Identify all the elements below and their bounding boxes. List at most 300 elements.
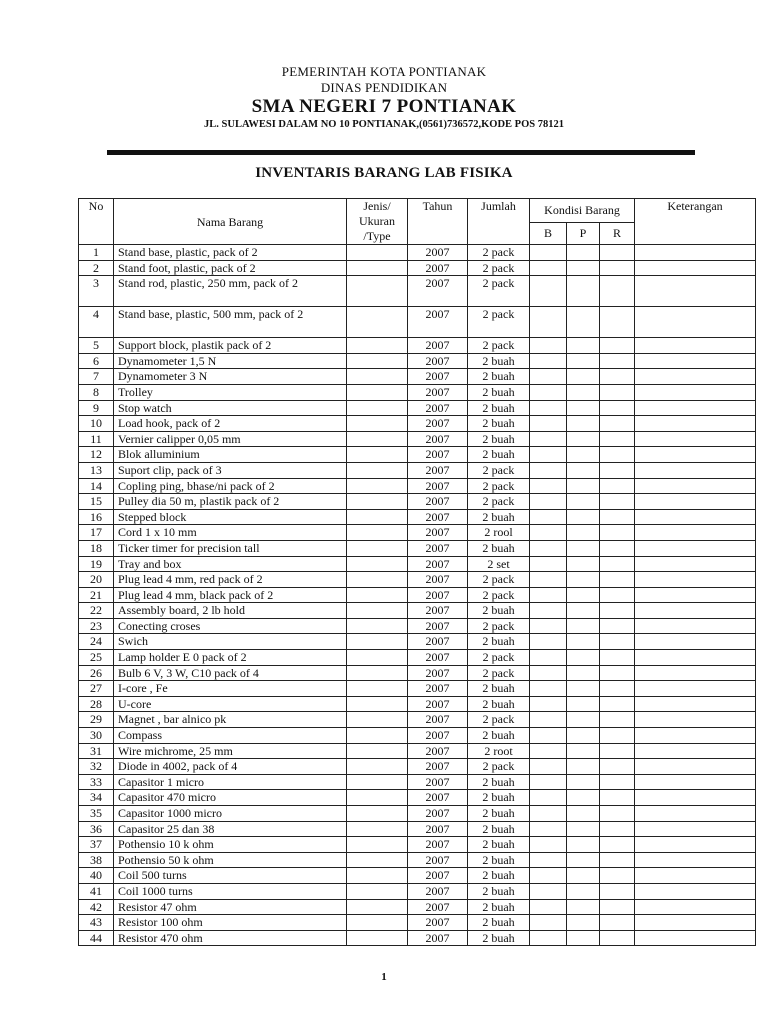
cell-kondisi-p [567, 728, 600, 744]
cell-kondisi-p [567, 431, 600, 447]
table-row [79, 728, 756, 744]
cell-tahun: 2007 [408, 525, 468, 541]
cell-kondisi-b [530, 572, 567, 588]
cell-kondisi-r [600, 650, 635, 666]
cell-kondisi-p [567, 338, 600, 354]
cell-kondisi-r [600, 696, 635, 712]
cell-kondisi-b [530, 743, 567, 759]
cell-jenis [347, 930, 408, 946]
table-row [79, 384, 756, 400]
cell-jumlah: 2 pack [468, 650, 530, 666]
cell-keterangan [635, 525, 756, 541]
cell-jumlah: 2 buah [468, 696, 530, 712]
cell-nama-barang: Stop watch [114, 400, 347, 416]
cell-nama-barang: Coil 500 turns [114, 868, 347, 884]
cell-kondisi-p [567, 556, 600, 572]
cell-kondisi-r [600, 899, 635, 915]
cell-tahun: 2007 [408, 837, 468, 853]
cell-jumlah: 2 buah [468, 384, 530, 400]
table-row [79, 525, 756, 541]
cell-jenis [347, 790, 408, 806]
cell-kondisi-b [530, 556, 567, 572]
cell-no: 17 [79, 525, 114, 541]
cell-jenis [347, 572, 408, 588]
cell-no: 34 [79, 790, 114, 806]
cell-nama-barang: Capasitor 1 micro [114, 774, 347, 790]
cell-tahun: 2007 [408, 806, 468, 822]
cell-nama-barang: Stepped block [114, 509, 347, 525]
cell-keterangan [635, 276, 756, 307]
cell-jumlah: 2 buah [468, 369, 530, 385]
table-row [79, 260, 756, 276]
cell-jumlah: 2 pack [468, 587, 530, 603]
cell-jumlah: 2 pack [468, 260, 530, 276]
cell-no: 21 [79, 587, 114, 603]
cell-no: 2 [79, 260, 114, 276]
table-row [79, 915, 756, 931]
cell-tahun: 2007 [408, 447, 468, 463]
cell-kondisi-r [600, 462, 635, 478]
cell-keterangan [635, 260, 756, 276]
cell-keterangan [635, 416, 756, 432]
cell-jenis [347, 540, 408, 556]
cell-kondisi-p [567, 837, 600, 853]
cell-no: 22 [79, 603, 114, 619]
cell-jenis [347, 774, 408, 790]
cell-jenis [347, 509, 408, 525]
cell-no: 18 [79, 540, 114, 556]
cell-jenis [347, 556, 408, 572]
cell-kondisi-b [530, 603, 567, 619]
table-row [79, 478, 756, 494]
cell-kondisi-p [567, 400, 600, 416]
table-row [79, 509, 756, 525]
cell-kondisi-r [600, 821, 635, 837]
cell-no: 40 [79, 868, 114, 884]
cell-nama-barang: Magnet , bar alnico pk [114, 712, 347, 728]
table-row [79, 712, 756, 728]
cell-kondisi-p [567, 494, 600, 510]
cell-kondisi-p [567, 276, 600, 307]
cell-keterangan [635, 400, 756, 416]
cell-nama-barang: Compass [114, 728, 347, 744]
cell-kondisi-p [567, 774, 600, 790]
cell-jumlah: 2 buah [468, 728, 530, 744]
cell-kondisi-p [567, 260, 600, 276]
cell-keterangan [635, 307, 756, 338]
cell-keterangan [635, 384, 756, 400]
cell-kondisi-r [600, 431, 635, 447]
table-row [79, 307, 756, 338]
cell-nama-barang: Diode in 4002, pack of 4 [114, 759, 347, 775]
cell-nama-barang: Pothensio 50 k ohm [114, 852, 347, 868]
cell-kondisi-r [600, 868, 635, 884]
cell-tahun: 2007 [408, 400, 468, 416]
cell-kondisi-b [530, 899, 567, 915]
cell-kondisi-b [530, 525, 567, 541]
cell-jenis [347, 681, 408, 697]
cell-keterangan [635, 431, 756, 447]
table-header [79, 199, 756, 245]
cell-nama-barang: Dynamometer 3 N [114, 369, 347, 385]
header-keterangan: Keterangan [635, 199, 756, 245]
cell-kondisi-p [567, 618, 600, 634]
cell-kondisi-b [530, 431, 567, 447]
cell-jenis [347, 634, 408, 650]
cell-tahun: 2007 [408, 572, 468, 588]
cell-tahun: 2007 [408, 307, 468, 338]
cell-jumlah: 2 buah [468, 930, 530, 946]
table-row [79, 494, 756, 510]
cell-jenis [347, 416, 408, 432]
cell-kondisi-b [530, 930, 567, 946]
cell-kondisi-p [567, 883, 600, 899]
table-row [79, 353, 756, 369]
cell-kondisi-p [567, 572, 600, 588]
cell-tahun: 2007 [408, 696, 468, 712]
cell-keterangan [635, 462, 756, 478]
cell-jumlah: 2 buah [468, 416, 530, 432]
cell-kondisi-r [600, 774, 635, 790]
table-row [79, 540, 756, 556]
table-row [79, 338, 756, 354]
cell-kondisi-b [530, 260, 567, 276]
cell-keterangan [635, 338, 756, 354]
cell-nama-barang: Load hook, pack of 2 [114, 416, 347, 432]
cell-tahun: 2007 [408, 790, 468, 806]
cell-kondisi-p [567, 384, 600, 400]
cell-kondisi-b [530, 681, 567, 697]
cell-nama-barang: Stand base, plastic, pack of 2 [114, 245, 347, 261]
cell-kondisi-p [567, 353, 600, 369]
cell-keterangan [635, 915, 756, 931]
cell-jenis [347, 525, 408, 541]
cell-kondisi-p [567, 369, 600, 385]
cell-tahun: 2007 [408, 540, 468, 556]
table-row [79, 774, 756, 790]
cell-kondisi-p [567, 478, 600, 494]
cell-kondisi-b [530, 915, 567, 931]
cell-kondisi-p [567, 759, 600, 775]
cell-jumlah: 2 buah [468, 431, 530, 447]
cell-nama-barang: Conecting croses [114, 618, 347, 634]
cell-kondisi-b [530, 447, 567, 463]
cell-jumlah: 2 buah [468, 821, 530, 837]
cell-tahun: 2007 [408, 245, 468, 261]
cell-tahun: 2007 [408, 681, 468, 697]
cell-jumlah: 2 pack [468, 478, 530, 494]
table-row [79, 650, 756, 666]
cell-kondisi-r [600, 587, 635, 603]
header-kondisi-r: R [600, 222, 635, 245]
cell-keterangan [635, 696, 756, 712]
table-row [79, 883, 756, 899]
cell-keterangan [635, 447, 756, 463]
cell-jenis [347, 400, 408, 416]
cell-kondisi-b [530, 821, 567, 837]
table-row [79, 759, 756, 775]
cell-jenis [347, 245, 408, 261]
cell-jenis [347, 728, 408, 744]
cell-tahun: 2007 [408, 712, 468, 728]
cell-tahun: 2007 [408, 462, 468, 478]
department-name: DINAS PENDIDIKAN [320, 80, 448, 95]
cell-kondisi-b [530, 400, 567, 416]
cell-tahun: 2007 [408, 587, 468, 603]
cell-nama-barang: Support block, plastik pack of 2 [114, 338, 347, 354]
cell-jenis [347, 384, 408, 400]
cell-kondisi-r [600, 743, 635, 759]
table-row [79, 821, 756, 837]
table-row [79, 245, 756, 261]
cell-keterangan [635, 837, 756, 853]
cell-tahun: 2007 [408, 774, 468, 790]
cell-nama-barang: Coil 1000 turns [114, 883, 347, 899]
cell-kondisi-b [530, 509, 567, 525]
cell-jenis [347, 447, 408, 463]
table-row [79, 696, 756, 712]
cell-jenis [347, 276, 408, 307]
cell-tahun: 2007 [408, 494, 468, 510]
cell-kondisi-r [600, 276, 635, 307]
cell-kondisi-r [600, 681, 635, 697]
cell-kondisi-r [600, 260, 635, 276]
table-row [79, 400, 756, 416]
cell-kondisi-b [530, 462, 567, 478]
table-row [79, 743, 756, 759]
cell-jumlah: 2 rool [468, 525, 530, 541]
cell-jumlah: 2 buah [468, 790, 530, 806]
cell-no: 5 [79, 338, 114, 354]
cell-kondisi-r [600, 852, 635, 868]
cell-kondisi-r [600, 338, 635, 354]
cell-kondisi-r [600, 447, 635, 463]
cell-kondisi-p [567, 603, 600, 619]
cell-jumlah: 2 buah [468, 353, 530, 369]
header-jenis-ukuran-type: Jenis/ Ukuran /Type [347, 199, 408, 245]
cell-jenis [347, 494, 408, 510]
cell-kondisi-b [530, 338, 567, 354]
cell-no: 38 [79, 852, 114, 868]
cell-kondisi-r [600, 728, 635, 744]
cell-keterangan [635, 556, 756, 572]
cell-keterangan [635, 540, 756, 556]
cell-jumlah: 2 buah [468, 681, 530, 697]
table-row [79, 852, 756, 868]
cell-kondisi-p [567, 540, 600, 556]
cell-nama-barang: Dynamometer 1,5 N [114, 353, 347, 369]
cell-kondisi-b [530, 618, 567, 634]
cell-tahun: 2007 [408, 868, 468, 884]
cell-no: 4 [79, 307, 114, 338]
cell-jumlah: 2 pack [468, 276, 530, 307]
cell-tahun: 2007 [408, 338, 468, 354]
cell-jumlah: 2 pack [468, 712, 530, 728]
cell-jumlah: 2 buah [468, 447, 530, 463]
cell-kondisi-r [600, 790, 635, 806]
cell-keterangan [635, 245, 756, 261]
table-row [79, 634, 756, 650]
cell-kondisi-r [600, 759, 635, 775]
cell-kondisi-b [530, 307, 567, 338]
cell-jumlah: 2 pack [468, 572, 530, 588]
page-number: 1 [381, 971, 387, 983]
cell-keterangan [635, 728, 756, 744]
cell-kondisi-b [530, 852, 567, 868]
cell-nama-barang: U-core [114, 696, 347, 712]
cell-kondisi-r [600, 369, 635, 385]
cell-keterangan [635, 759, 756, 775]
table-row [79, 665, 756, 681]
cell-kondisi-p [567, 587, 600, 603]
table-row [79, 462, 756, 478]
header-tahun: Tahun [408, 199, 468, 245]
cell-jenis [347, 478, 408, 494]
cell-kondisi-p [567, 930, 600, 946]
cell-kondisi-b [530, 587, 567, 603]
cell-tahun: 2007 [408, 431, 468, 447]
cell-kondisi-b [530, 696, 567, 712]
cell-kondisi-b [530, 384, 567, 400]
cell-keterangan [635, 478, 756, 494]
cell-jenis [347, 369, 408, 385]
cell-jenis [347, 338, 408, 354]
cell-nama-barang: Bulb 6 V, 3 W, C10 pack of 4 [114, 665, 347, 681]
cell-no: 42 [79, 899, 114, 915]
cell-kondisi-b [530, 245, 567, 261]
cell-keterangan [635, 821, 756, 837]
cell-tahun: 2007 [408, 369, 468, 385]
cell-no: 28 [79, 696, 114, 712]
cell-kondisi-r [600, 245, 635, 261]
cell-jenis [347, 852, 408, 868]
cell-kondisi-r [600, 634, 635, 650]
cell-jenis [347, 587, 408, 603]
cell-jumlah: 2 buah [468, 634, 530, 650]
cell-kondisi-r [600, 307, 635, 338]
cell-no: 43 [79, 915, 114, 931]
cell-nama-barang: Capasitor 1000 micro [114, 806, 347, 822]
cell-no: 16 [79, 509, 114, 525]
table-row [79, 806, 756, 822]
cell-nama-barang: Copling ping, bhase/ni pack of 2 [114, 478, 347, 494]
cell-nama-barang: Resistor 100 ohm [114, 915, 347, 931]
cell-keterangan [635, 618, 756, 634]
table-body [79, 245, 756, 946]
cell-kondisi-r [600, 478, 635, 494]
cell-jumlah: 2 buah [468, 806, 530, 822]
cell-jenis [347, 868, 408, 884]
cell-no: 13 [79, 462, 114, 478]
table-row [79, 556, 756, 572]
cell-no: 1 [79, 245, 114, 261]
cell-no: 31 [79, 743, 114, 759]
cell-keterangan [635, 899, 756, 915]
cell-nama-barang: Trolley [114, 384, 347, 400]
cell-nama-barang: Suport clip, pack of 3 [114, 462, 347, 478]
cell-kondisi-b [530, 774, 567, 790]
table-row [79, 431, 756, 447]
cell-no: 14 [79, 478, 114, 494]
cell-keterangan [635, 790, 756, 806]
cell-no: 8 [79, 384, 114, 400]
cell-nama-barang: Wire michrome, 25 mm [114, 743, 347, 759]
cell-kondisi-b [530, 369, 567, 385]
cell-nama-barang: Stand base, plastic, 500 mm, pack of 2 [114, 307, 347, 338]
cell-kondisi-r [600, 416, 635, 432]
cell-kondisi-p [567, 447, 600, 463]
cell-kondisi-b [530, 665, 567, 681]
cell-nama-barang: Stand foot, plastic, pack of 2 [114, 260, 347, 276]
table-row [79, 447, 756, 463]
cell-kondisi-b [530, 276, 567, 307]
cell-tahun: 2007 [408, 478, 468, 494]
cell-no: 37 [79, 837, 114, 853]
cell-kondisi-r [600, 883, 635, 899]
cell-kondisi-p [567, 852, 600, 868]
cell-kondisi-r [600, 525, 635, 541]
header-kondisi-p: P [567, 222, 600, 245]
cell-kondisi-b [530, 540, 567, 556]
cell-tahun: 2007 [408, 650, 468, 666]
cell-no: 10 [79, 416, 114, 432]
cell-no: 30 [79, 728, 114, 744]
cell-kondisi-p [567, 915, 600, 931]
cell-tahun: 2007 [408, 899, 468, 915]
cell-kondisi-r [600, 915, 635, 931]
cell-keterangan [635, 806, 756, 822]
cell-kondisi-b [530, 478, 567, 494]
cell-kondisi-p [567, 462, 600, 478]
cell-kondisi-p [567, 665, 600, 681]
cell-nama-barang: I-core , Fe [114, 681, 347, 697]
cell-jenis [347, 759, 408, 775]
table-row [79, 899, 756, 915]
cell-kondisi-r [600, 930, 635, 946]
cell-jumlah: 2 buah [468, 899, 530, 915]
cell-jenis [347, 431, 408, 447]
cell-tahun: 2007 [408, 353, 468, 369]
cell-no: 29 [79, 712, 114, 728]
header-kondisi-barang: Kondisi Barang [530, 199, 635, 223]
cell-kondisi-r [600, 556, 635, 572]
cell-no: 15 [79, 494, 114, 510]
cell-keterangan [635, 774, 756, 790]
cell-jumlah: 2 pack [468, 307, 530, 338]
cell-kondisi-p [567, 525, 600, 541]
cell-kondisi-p [567, 806, 600, 822]
cell-kondisi-b [530, 494, 567, 510]
cell-kondisi-r [600, 384, 635, 400]
cell-nama-barang: Pothensio 10 k ohm [114, 837, 347, 853]
cell-kondisi-p [567, 712, 600, 728]
cell-jenis [347, 307, 408, 338]
cell-kondisi-r [600, 509, 635, 525]
cell-kondisi-b [530, 883, 567, 899]
cell-keterangan [635, 509, 756, 525]
cell-no: 41 [79, 883, 114, 899]
cell-nama-barang: Plug lead 4 mm, black pack of 2 [114, 587, 347, 603]
table-row [79, 369, 756, 385]
cell-nama-barang: Resistor 47 ohm [114, 899, 347, 915]
cell-kondisi-r [600, 353, 635, 369]
cell-tahun: 2007 [408, 743, 468, 759]
cell-keterangan [635, 930, 756, 946]
inventory-table [78, 198, 756, 946]
cell-no: 27 [79, 681, 114, 697]
cell-jenis [347, 353, 408, 369]
cell-kondisi-b [530, 728, 567, 744]
